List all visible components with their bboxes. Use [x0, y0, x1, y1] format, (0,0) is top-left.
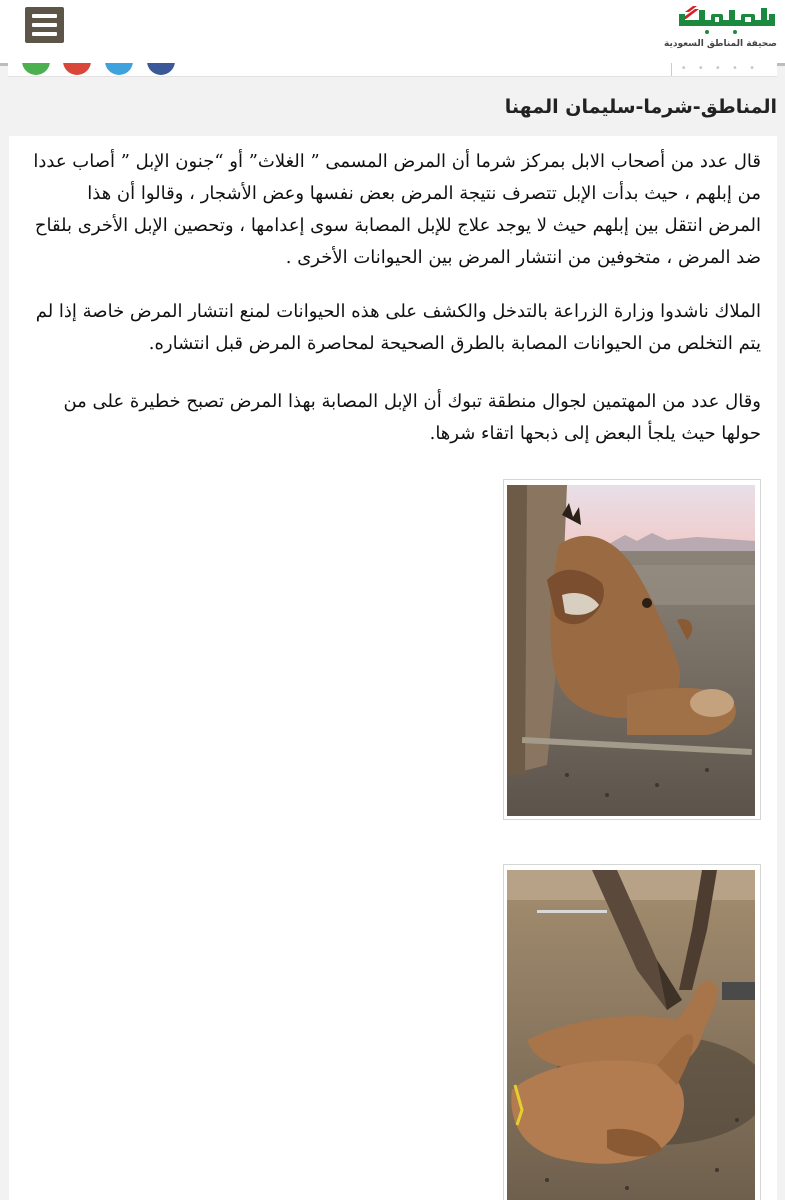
social-share-strip: [8, 63, 777, 77]
article-paragraph: قال عدد من أصحاب الابل بمركز شرما أن المرض المسمى ” الغلاث” أو “جنون الإبل ” أصاب عددا من إبلهم ، حيث بدأت الإبل تتصرف نتيجة المرض بعض نفسها وعض الأشجار ، وقالوا أن هذا المرض انتقل بين إبلهم حيث لا يوجد علاج للإبل المصابة سوى إعدامها ، وتحصين الإبل الأخرى بلقاح ضد المرض ، متخوفين من انتشار المرض بين الحيوانات الأخرى .: [33, 151, 761, 268]
camels-resting-image: [507, 870, 755, 1200]
menu-bar: [32, 32, 57, 36]
logo-mark: [677, 4, 777, 38]
article-byline: المناطق-شرما-سليمان المهنا: [504, 96, 777, 118]
logo-subtitle: صحيفة المناطق السعودية: [663, 39, 777, 49]
menu-bar: [32, 14, 57, 18]
article-photo-camel-closeup[interactable]: [503, 479, 761, 820]
menu-bar: [32, 23, 57, 27]
article-paragraph: وقال عدد من المهتمين لجوال منطقة تبوك أن الإبل المصابة بهذا المرض تصبح خطيرة على من حولها حيث يلجأ البعض إلى ذبحها اتقاء شرها.: [63, 391, 761, 444]
article-photo-camels-resting[interactable]: [503, 864, 761, 1200]
hamburger-menu-icon[interactable]: [25, 7, 64, 43]
logo-wordmark-graphic: [677, 4, 777, 40]
google-plus-icon[interactable]: [63, 63, 91, 75]
rating-dots: • • • • •: [680, 63, 759, 74]
twitter-icon[interactable]: [105, 63, 133, 75]
article-body: [9, 136, 777, 1200]
site-header: [0, 0, 785, 66]
camel-closeup-image: [507, 485, 755, 816]
article-paragraph: الملاك ناشدوا وزارة الزراعة بالتدخل والكشف على هذه الحيوانات لمنع انتشار المرض خاصة إذا لم يتم التخلص من الحيوانات المصابة بالطرق الصحيحة لمحاصرة المرض قبل انتشاره.: [35, 301, 761, 354]
site-logo[interactable]: [663, 4, 777, 54]
facebook-icon[interactable]: [147, 63, 175, 75]
strip-divider: [671, 63, 672, 77]
whatsapp-icon[interactable]: [22, 63, 50, 75]
